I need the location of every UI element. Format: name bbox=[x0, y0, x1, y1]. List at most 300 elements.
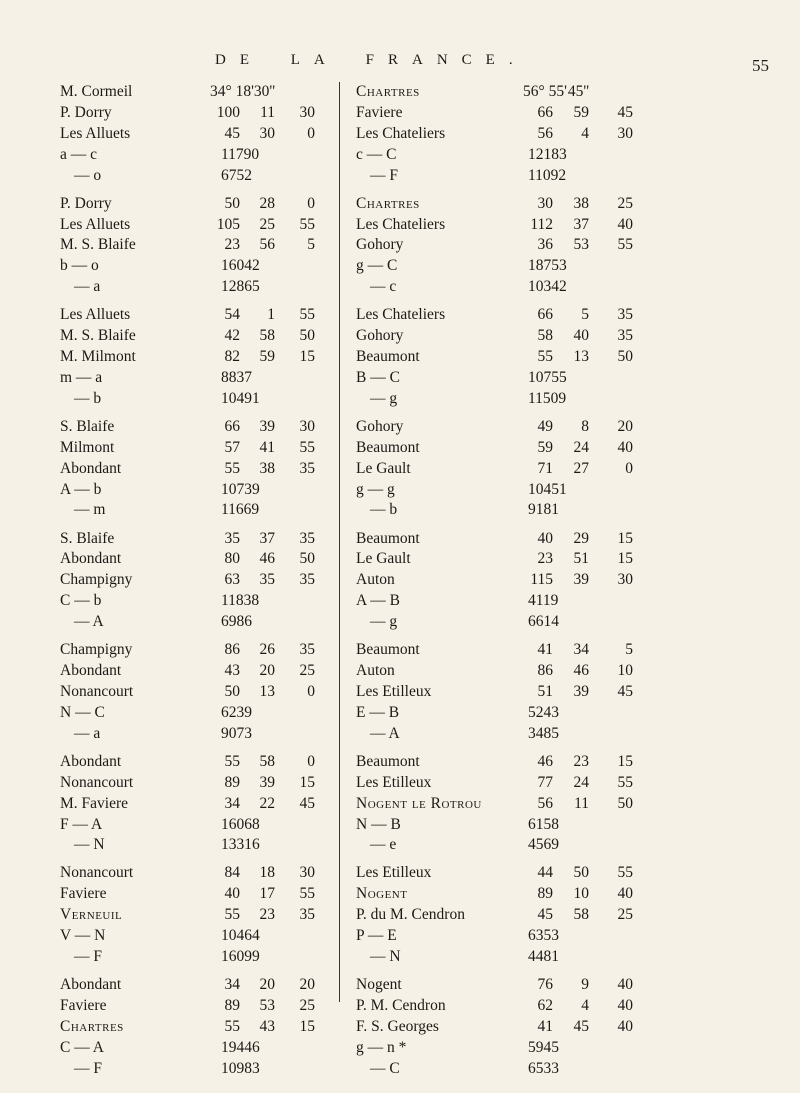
distance-value: 16042 bbox=[221, 257, 260, 275]
angle-minutes: 4 bbox=[581, 997, 589, 1015]
angle-degrees: 63 bbox=[224, 571, 240, 589]
angle-degrees: 55 bbox=[224, 459, 240, 477]
angle-minutes: 38 bbox=[573, 194, 589, 212]
angle-degrees: 51 bbox=[537, 682, 553, 700]
table-row bbox=[348, 724, 748, 745]
angle-degrees: 62 bbox=[537, 997, 553, 1015]
angle-degrees: 56 bbox=[537, 124, 553, 142]
distance-value: 4569 bbox=[528, 836, 559, 854]
table-row bbox=[348, 124, 748, 145]
table-row bbox=[60, 612, 340, 633]
angle-degrees: 45 bbox=[224, 124, 240, 142]
angle-seconds: 0 bbox=[625, 459, 633, 477]
angle-degrees: 40 bbox=[537, 529, 553, 547]
station-label: — N bbox=[370, 948, 401, 966]
angle-minutes: 53 bbox=[259, 997, 275, 1015]
table-row bbox=[60, 82, 340, 103]
table-row bbox=[60, 996, 340, 1017]
station-label: F — A bbox=[60, 815, 103, 833]
angle-minutes: 13 bbox=[259, 682, 275, 700]
table-row bbox=[348, 975, 748, 996]
station-label: Les Etilleux bbox=[356, 682, 432, 700]
station-label: — a bbox=[74, 278, 101, 296]
angle-seconds: 45 bbox=[617, 103, 633, 121]
table-row bbox=[348, 103, 748, 124]
distance-value: 12865 bbox=[221, 278, 260, 296]
angle-seconds: 15 bbox=[299, 1017, 315, 1035]
station-label: N — B bbox=[356, 815, 401, 833]
table-row bbox=[60, 480, 340, 501]
station-label: E — B bbox=[356, 703, 400, 721]
table-row bbox=[60, 305, 340, 326]
distance-value: 10464 bbox=[221, 927, 260, 945]
angle-seconds: 45 bbox=[617, 682, 633, 700]
angle-seconds: 15 bbox=[617, 752, 633, 770]
table-row bbox=[60, 905, 340, 926]
angle-degrees: 56 bbox=[537, 794, 553, 812]
angle-seconds: 40 bbox=[617, 976, 633, 994]
distance-value: 11669 bbox=[221, 501, 260, 519]
station-label: P. Dorry bbox=[60, 103, 112, 121]
distance-value: 10342 bbox=[528, 278, 567, 296]
station-label: Nonancourt bbox=[60, 864, 134, 882]
angle-seconds: 0 bbox=[307, 682, 315, 700]
table-row bbox=[60, 389, 340, 410]
angle-degrees: 86 bbox=[224, 641, 240, 659]
distance-value: 11092 bbox=[528, 166, 567, 184]
table-row bbox=[60, 166, 340, 187]
table-row bbox=[60, 529, 340, 550]
angle-minutes: 18 bbox=[259, 864, 275, 882]
station-label: P. du M. Cendron bbox=[356, 906, 465, 924]
angle-degrees: 80 bbox=[224, 550, 240, 568]
right-column bbox=[348, 82, 748, 1080]
station-label: — a bbox=[74, 724, 101, 742]
station-label: V — N bbox=[60, 927, 106, 945]
angle-degrees: 36 bbox=[537, 236, 553, 254]
station-label: M. S. Blaife bbox=[60, 236, 136, 254]
station-label: g — C bbox=[356, 257, 398, 275]
angle-degrees: 49 bbox=[537, 417, 553, 435]
angle-degrees: 41 bbox=[537, 1017, 553, 1035]
angle-minutes: 40 bbox=[573, 327, 589, 345]
station-label: Gohory bbox=[356, 417, 404, 435]
table-row bbox=[348, 256, 748, 277]
station-label: Nogent bbox=[356, 885, 408, 903]
angle-minutes: 28 bbox=[259, 194, 275, 212]
angle-seconds: 15 bbox=[299, 348, 315, 366]
angle-degrees: 89 bbox=[537, 885, 553, 903]
station-label: M. Faviere bbox=[60, 794, 129, 812]
angle-degrees: 66 bbox=[224, 417, 240, 435]
station-label: — b bbox=[370, 501, 398, 519]
angle-degrees: 30 bbox=[537, 194, 553, 212]
station-label: Nogent bbox=[356, 976, 402, 994]
angle-degrees: 42 bbox=[224, 327, 240, 345]
angle-seconds: 55 bbox=[299, 215, 315, 233]
angle-minutes: 25 bbox=[259, 215, 275, 233]
angle-degrees: 105 bbox=[216, 215, 240, 233]
station-label: C — A bbox=[60, 1038, 104, 1056]
distance-value: 4481 bbox=[528, 948, 559, 966]
station-label: — A bbox=[370, 724, 400, 742]
angle-degrees: 50 bbox=[224, 682, 240, 700]
distance-value: 12183 bbox=[528, 145, 567, 163]
table-row bbox=[60, 368, 340, 389]
station-label: P. M. Cendron bbox=[356, 997, 446, 1015]
angle-seconds: 45 bbox=[299, 794, 315, 812]
station-label: g — n * bbox=[356, 1038, 407, 1056]
angle-seconds: 35 bbox=[617, 306, 633, 324]
angle-seconds: 5 bbox=[625, 641, 633, 659]
table-row bbox=[348, 529, 748, 550]
angle-seconds: 35 bbox=[299, 571, 315, 589]
angle-minutes: 51 bbox=[573, 550, 589, 568]
station-label: — b bbox=[74, 389, 102, 407]
angle-minutes: 30 bbox=[259, 124, 275, 142]
angle-degrees: 77 bbox=[537, 773, 553, 791]
angle-degrees: 34 bbox=[224, 794, 240, 812]
station-label: S. Blaife bbox=[60, 417, 115, 435]
station-label: Les Chateliers bbox=[356, 215, 446, 233]
angle-seconds: 50 bbox=[617, 348, 633, 366]
angle-degrees: 115 bbox=[530, 571, 553, 589]
station-label: B — C bbox=[356, 368, 400, 386]
table-row bbox=[60, 773, 340, 794]
station-label: Beaumont bbox=[356, 529, 420, 547]
station-label: Faviere bbox=[60, 885, 107, 903]
distance-value: 6614 bbox=[528, 613, 559, 631]
station-label: Beaumont bbox=[356, 641, 420, 659]
table-row bbox=[348, 145, 748, 166]
angle-minutes: 20 bbox=[259, 976, 275, 994]
table-row bbox=[60, 661, 340, 682]
page-number: 55 bbox=[752, 56, 769, 75]
table-row bbox=[348, 884, 748, 905]
table-row bbox=[348, 500, 748, 521]
table-row bbox=[348, 1038, 748, 1059]
angle-seconds: 15 bbox=[617, 550, 633, 568]
distance-value: 10983 bbox=[221, 1059, 260, 1077]
angle-degrees: 55 bbox=[537, 348, 553, 366]
distance-value: 9181 bbox=[528, 501, 559, 519]
angle-seconds: 0 bbox=[307, 124, 315, 142]
table-row bbox=[348, 194, 748, 215]
table-row bbox=[348, 996, 748, 1017]
angle-degrees: 71 bbox=[537, 459, 553, 477]
station-label: Auton bbox=[356, 662, 395, 680]
angle-minutes: 27 bbox=[573, 459, 589, 477]
column-divider bbox=[339, 82, 340, 1002]
angle-seconds: 25 bbox=[299, 997, 315, 1015]
distance-value: 4119 bbox=[528, 592, 559, 610]
angle-minutes: 56 bbox=[259, 236, 275, 254]
angle-degrees: 23 bbox=[224, 236, 240, 254]
table-row bbox=[348, 417, 748, 438]
station-label: P. Dorry bbox=[60, 194, 112, 212]
angle-seconds: 35 bbox=[299, 641, 315, 659]
angle-degrees: 100 bbox=[216, 103, 240, 121]
angle-degrees: 44 bbox=[537, 864, 553, 882]
angle-minutes: 39 bbox=[573, 682, 589, 700]
station-label: — g bbox=[370, 613, 398, 631]
station-label: P — E bbox=[356, 927, 397, 945]
station-label: A — b bbox=[60, 480, 102, 498]
angle-minutes: 9 bbox=[581, 976, 589, 994]
angle-degrees: 50 bbox=[224, 194, 240, 212]
angle-degrees: 89 bbox=[224, 773, 240, 791]
distance-value: 6986 bbox=[221, 613, 252, 631]
table-row bbox=[60, 794, 340, 815]
angle-seconds: 10 bbox=[617, 662, 633, 680]
station-label: Milmont bbox=[60, 438, 115, 456]
station-label: Nonancourt bbox=[60, 682, 134, 700]
table-row bbox=[348, 947, 748, 968]
station-label: C — b bbox=[60, 592, 102, 610]
table-row bbox=[60, 235, 340, 256]
station-label: Nogent le Rotrou bbox=[356, 794, 482, 812]
angle-minutes: 20 bbox=[259, 662, 275, 680]
angle-seconds: 55 bbox=[617, 773, 633, 791]
angle-degrees: 66 bbox=[537, 306, 553, 324]
table-row bbox=[348, 438, 748, 459]
station-label: Abondant bbox=[60, 550, 122, 568]
table-row bbox=[348, 570, 748, 591]
station-label: Faviere bbox=[60, 997, 107, 1015]
angle-minutes: 38 bbox=[259, 459, 275, 477]
station-label: F. S. Georges bbox=[356, 1017, 439, 1035]
table-row bbox=[348, 235, 748, 256]
table-row bbox=[348, 905, 748, 926]
angle-seconds: 20 bbox=[617, 417, 633, 435]
angle-minutes: 23 bbox=[259, 906, 275, 924]
station-label: Abondant bbox=[60, 752, 122, 770]
table-row bbox=[348, 682, 748, 703]
angle-minutes: 58 bbox=[259, 327, 275, 345]
table-row bbox=[60, 500, 340, 521]
angle-minutes: 22 bbox=[259, 794, 275, 812]
table-row bbox=[60, 215, 340, 236]
table-row bbox=[348, 815, 748, 836]
angle-minutes: 46 bbox=[573, 662, 589, 680]
angle-minutes: 53 bbox=[573, 236, 589, 254]
station-label: M. Milmont bbox=[60, 348, 136, 366]
angle-minutes: 59 bbox=[259, 348, 275, 366]
distance-value: 6533 bbox=[528, 1059, 559, 1077]
station-label: M. Cormeil bbox=[60, 83, 133, 100]
angle-minutes: 58 bbox=[259, 752, 275, 770]
table-row bbox=[348, 591, 748, 612]
table-row bbox=[348, 926, 748, 947]
angle-minutes: 10 bbox=[573, 885, 589, 903]
angle-degrees: 59 bbox=[537, 438, 553, 456]
angle-degrees: 54 bbox=[224, 306, 240, 324]
angle-minutes: 26 bbox=[259, 641, 275, 659]
distance-value: 6752 bbox=[221, 166, 252, 184]
angle-seconds: 30 bbox=[299, 103, 315, 121]
table-row bbox=[60, 1017, 340, 1038]
station-label: Les Chateliers bbox=[356, 124, 446, 142]
table-row bbox=[348, 368, 748, 389]
angle-seconds: 40 bbox=[617, 997, 633, 1015]
angle-minutes: 45 bbox=[573, 1017, 589, 1035]
station-label: Abondant bbox=[60, 459, 122, 477]
station-label: m — a bbox=[60, 368, 103, 386]
table-row bbox=[60, 459, 340, 480]
station-label: Beaumont bbox=[356, 752, 420, 770]
left-column bbox=[60, 82, 340, 1080]
angle-minutes: 11 bbox=[260, 103, 275, 121]
table-row bbox=[348, 166, 748, 187]
table-row bbox=[348, 480, 748, 501]
angle-degrees: 34 bbox=[224, 976, 240, 994]
angle-minutes: 39 bbox=[259, 773, 275, 791]
angle-seconds: 50 bbox=[299, 550, 315, 568]
table-row bbox=[60, 640, 340, 661]
station-label: Chartres bbox=[356, 83, 420, 100]
angle-minutes: 59 bbox=[573, 103, 589, 121]
angle-seconds: 30 bbox=[617, 571, 633, 589]
distance-value: 9073 bbox=[221, 724, 252, 742]
table-row bbox=[348, 347, 748, 368]
table-row bbox=[60, 145, 340, 166]
angle-minutes: 46 bbox=[259, 550, 275, 568]
table-row bbox=[60, 703, 340, 724]
angle-seconds: 0 bbox=[307, 194, 315, 212]
angle-seconds: 25 bbox=[299, 662, 315, 680]
angle-minutes: 58 bbox=[573, 906, 589, 924]
angle-seconds: 25 bbox=[617, 194, 633, 212]
distance-value: 10451 bbox=[528, 480, 567, 498]
distance-value: 16068 bbox=[221, 815, 260, 833]
table-row bbox=[60, 438, 340, 459]
table-row bbox=[60, 103, 340, 124]
table-row bbox=[60, 194, 340, 215]
distance-value: 10739 bbox=[221, 480, 260, 498]
angle-minutes: 37 bbox=[573, 215, 589, 233]
angle-minutes: 13 bbox=[573, 348, 589, 366]
table-row bbox=[348, 82, 748, 103]
station-label: Auton bbox=[356, 571, 395, 589]
angle-degrees: 89 bbox=[224, 997, 240, 1015]
angle-seconds: 15 bbox=[299, 773, 315, 791]
station-label: Les Etilleux bbox=[356, 773, 432, 791]
angle-seconds: 35 bbox=[299, 459, 315, 477]
distance-value: 18753 bbox=[528, 257, 567, 275]
station-label: Les Alluets bbox=[60, 215, 131, 233]
distance-value: 3485 bbox=[528, 724, 559, 742]
station-label: Verneuil bbox=[60, 906, 123, 924]
distance-value: 11509 bbox=[528, 389, 567, 407]
angle-degrees: 34° 18' bbox=[210, 83, 254, 100]
angle-degrees: 84 bbox=[224, 864, 240, 882]
table-row bbox=[348, 773, 748, 794]
angle-degrees: 46 bbox=[537, 752, 553, 770]
table-row bbox=[348, 612, 748, 633]
station-label: Le Gault bbox=[356, 459, 411, 477]
angle-seconds: 30 bbox=[299, 864, 315, 882]
angle-seconds: 40 bbox=[617, 1017, 633, 1035]
table-row bbox=[348, 277, 748, 298]
angle-minutes: 50 bbox=[573, 864, 589, 882]
table-row bbox=[60, 347, 340, 368]
angle-seconds: 40 bbox=[617, 438, 633, 456]
angle-seconds: 55 bbox=[617, 236, 633, 254]
angle-seconds: 35 bbox=[299, 529, 315, 547]
angle-seconds: 30 bbox=[617, 124, 633, 142]
table-row bbox=[348, 835, 748, 856]
angle-degrees: 55 bbox=[224, 906, 240, 924]
angle-minutes: 4 bbox=[581, 124, 589, 142]
angle-minutes: 34 bbox=[573, 641, 589, 659]
station-label: g — g bbox=[356, 480, 395, 498]
station-label: c — C bbox=[356, 145, 397, 163]
station-label: Chartres bbox=[60, 1017, 124, 1035]
angle-degrees: 35 bbox=[224, 529, 240, 547]
table-row bbox=[60, 256, 340, 277]
angle-minutes: 5 bbox=[581, 306, 589, 324]
station-label: — N bbox=[74, 836, 105, 854]
angle-degrees: 41 bbox=[537, 641, 553, 659]
station-label: Abondant bbox=[60, 976, 122, 994]
distance-value: 10755 bbox=[528, 368, 567, 386]
angle-degrees: 86 bbox=[537, 662, 553, 680]
angle-seconds: 40 bbox=[617, 885, 633, 903]
angle-degrees: 66 bbox=[537, 103, 553, 121]
angle-degrees: 76 bbox=[537, 976, 553, 994]
angle-minutes: 23 bbox=[573, 752, 589, 770]
table-row bbox=[348, 1059, 748, 1080]
angle-minutes: 8 bbox=[581, 417, 589, 435]
table-row bbox=[60, 1059, 340, 1080]
table-row bbox=[60, 884, 340, 905]
angle-degrees: 23 bbox=[537, 550, 553, 568]
page-header bbox=[0, 52, 800, 76]
station-label: — F bbox=[370, 166, 398, 184]
angle-minutes: 35 bbox=[259, 571, 275, 589]
table-row bbox=[348, 752, 748, 773]
station-label: — c bbox=[370, 278, 397, 296]
station-label: — o bbox=[74, 166, 102, 184]
table-row bbox=[60, 326, 340, 347]
angle-degrees: 58 bbox=[537, 327, 553, 345]
angle-minutes: 1 bbox=[267, 306, 275, 324]
station-label: Gohory bbox=[356, 236, 404, 254]
station-label: Abondant bbox=[60, 662, 122, 680]
angle-degrees: 43 bbox=[224, 662, 240, 680]
station-label: Champigny bbox=[60, 641, 133, 659]
station-label: S. Blaife bbox=[60, 529, 115, 547]
station-label: Beaumont bbox=[356, 348, 420, 366]
angle-seconds: 15 bbox=[617, 529, 633, 547]
angle-seconds: 50 bbox=[299, 327, 315, 345]
angle-seconds: 40 bbox=[617, 215, 633, 233]
angle-minutes: 24 bbox=[573, 773, 589, 791]
table-row bbox=[348, 703, 748, 724]
table-row bbox=[348, 794, 748, 815]
angle-minutes: 29 bbox=[573, 529, 589, 547]
table-row bbox=[348, 1017, 748, 1038]
distance-value: 5243 bbox=[528, 703, 559, 721]
angle-minutes: 41 bbox=[259, 438, 275, 456]
station-label: Nonancourt bbox=[60, 773, 134, 791]
angle-degrees: 55 bbox=[224, 752, 240, 770]
angle-degrees: 40 bbox=[224, 885, 240, 903]
table-row bbox=[60, 752, 340, 773]
table-row bbox=[348, 459, 748, 480]
table-row bbox=[348, 215, 748, 236]
table-row bbox=[348, 305, 748, 326]
